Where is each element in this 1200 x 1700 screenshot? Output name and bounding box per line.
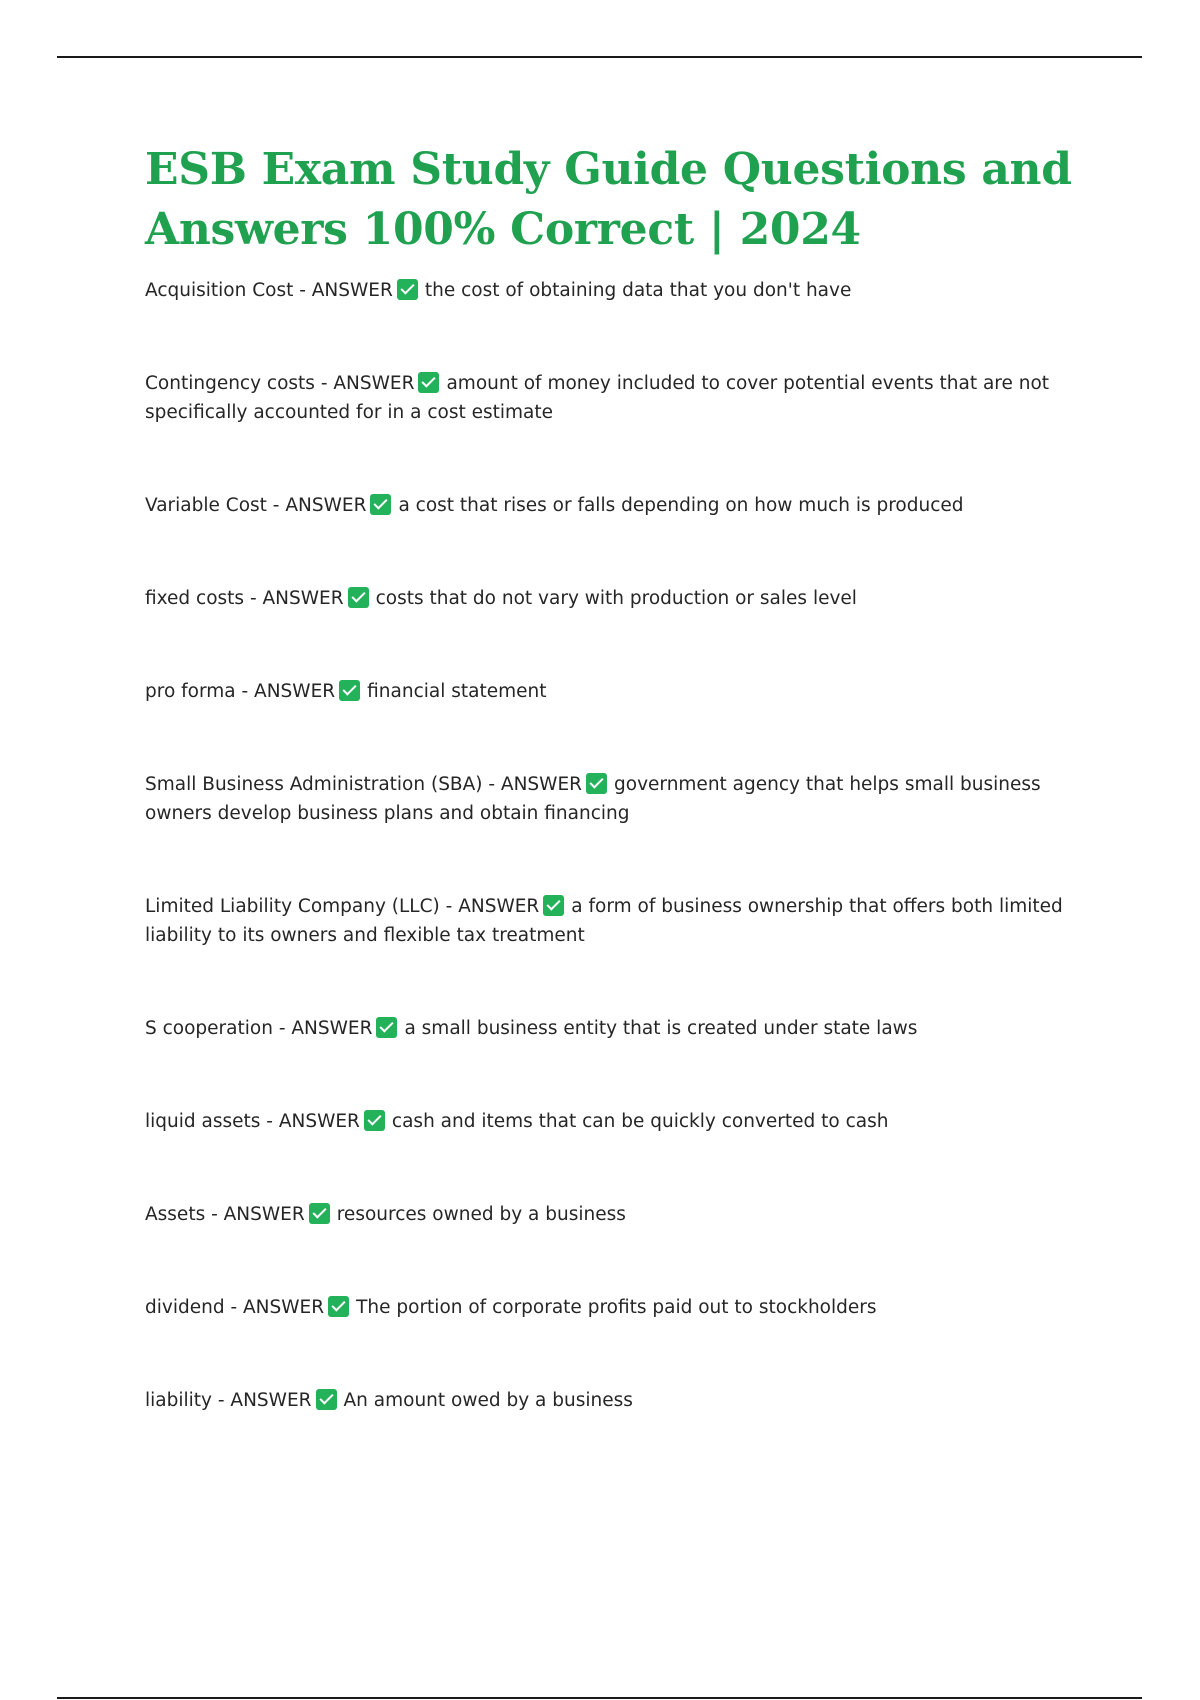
qa-item: [145, 677, 1105, 706]
qa-term: S cooperation: [145, 1018, 273, 1039]
qa-definition: resources owned by a business: [336, 1204, 626, 1225]
qa-separator: - ANSWER: [244, 588, 344, 609]
checkmark-icon: [370, 494, 391, 515]
qa-definition: The portion of corporate profits paid out to stockholders: [356, 1297, 877, 1318]
qa-separator: - ANSWER: [293, 280, 393, 301]
qa-definition: cash and items that can be quickly converted to cash: [391, 1111, 889, 1132]
checkmark-icon: [418, 372, 439, 393]
qa-item: [145, 1014, 1105, 1043]
bottom-rule: [57, 1697, 1142, 1699]
qa-item: [145, 770, 1105, 828]
qa-item: [145, 1293, 1105, 1322]
qa-separator: - ANSWER: [272, 1018, 373, 1039]
qa-item: [145, 1200, 1105, 1229]
qa-term: Variable Cost: [145, 495, 267, 516]
qa-separator: - ANSWER: [266, 495, 367, 516]
qa-term: liquid assets: [145, 1111, 261, 1132]
qa-separator: - ANSWER: [224, 1297, 325, 1318]
checkmark-icon: [316, 1389, 337, 1410]
qa-item: [145, 584, 1105, 613]
qa-separator: - ANSWER: [235, 681, 336, 702]
qa-definition: financial statement: [367, 681, 547, 702]
qa-item: [145, 276, 1105, 305]
qa-term: dividend: [145, 1297, 225, 1318]
qa-separator: - ANSWER: [314, 373, 415, 394]
checkmark-icon: [348, 587, 369, 608]
checkmark-icon: [376, 1017, 397, 1038]
checkmark-icon: [397, 279, 418, 300]
checkmark-icon: [543, 895, 564, 916]
qa-definition: An amount owed by a business: [343, 1390, 633, 1411]
checkmark-icon: [586, 773, 607, 794]
qa-term: pro forma: [145, 681, 236, 702]
qa-separator: - ANSWER: [205, 1204, 305, 1225]
qa-item: [145, 369, 1105, 427]
qa-definition: costs that do not vary with production or sales level: [375, 588, 857, 609]
qa-item: [145, 892, 1105, 950]
qa-term: Small Business Administration (SBA): [145, 774, 483, 795]
qa-definition: a cost that rises or falls depending on how much is produced: [398, 495, 964, 516]
checkmark-icon: [339, 680, 360, 701]
qa-definition: amount of money included to cover potential events that are not specifically accounted for in a cost estimate: [145, 373, 1050, 423]
checkmark-icon: [364, 1110, 385, 1131]
qa-item: [145, 491, 1105, 520]
qa-list: [145, 276, 1105, 1415]
qa-separator: - ANSWER: [482, 774, 583, 795]
qa-separator: - ANSWER: [439, 896, 540, 917]
qa-definition: a small business entity that is created under state laws: [404, 1018, 918, 1039]
qa-term: Assets: [145, 1204, 206, 1225]
top-rule: [57, 56, 1142, 58]
qa-term: fixed costs: [145, 588, 245, 609]
qa-separator: - ANSWER: [211, 1390, 312, 1411]
checkmark-icon: [328, 1296, 349, 1317]
document-title: ESB Exam Study Guide Questions and Answers 100% Correct | 2024: [145, 144, 1072, 255]
qa-definition: the cost of obtaining data that you don't have: [424, 280, 852, 301]
qa-term: Limited Liability Company (LLC): [145, 896, 440, 917]
qa-item: [145, 1386, 1105, 1415]
qa-item: [145, 1107, 1105, 1136]
qa-definition: a form of business ownership that offers both limited liability to its owners and flexible tax treatment: [145, 896, 1063, 946]
qa-term: Acquisition Cost: [145, 280, 294, 301]
qa-definition: government agency that helps small business owners develop business plans and obtain financing: [145, 774, 1041, 824]
document-body: [145, 140, 1105, 1479]
qa-separator: - ANSWER: [260, 1111, 360, 1132]
checkmark-icon: [309, 1203, 330, 1224]
qa-term: liability: [145, 1390, 212, 1411]
qa-term: Contingency costs: [145, 373, 315, 394]
